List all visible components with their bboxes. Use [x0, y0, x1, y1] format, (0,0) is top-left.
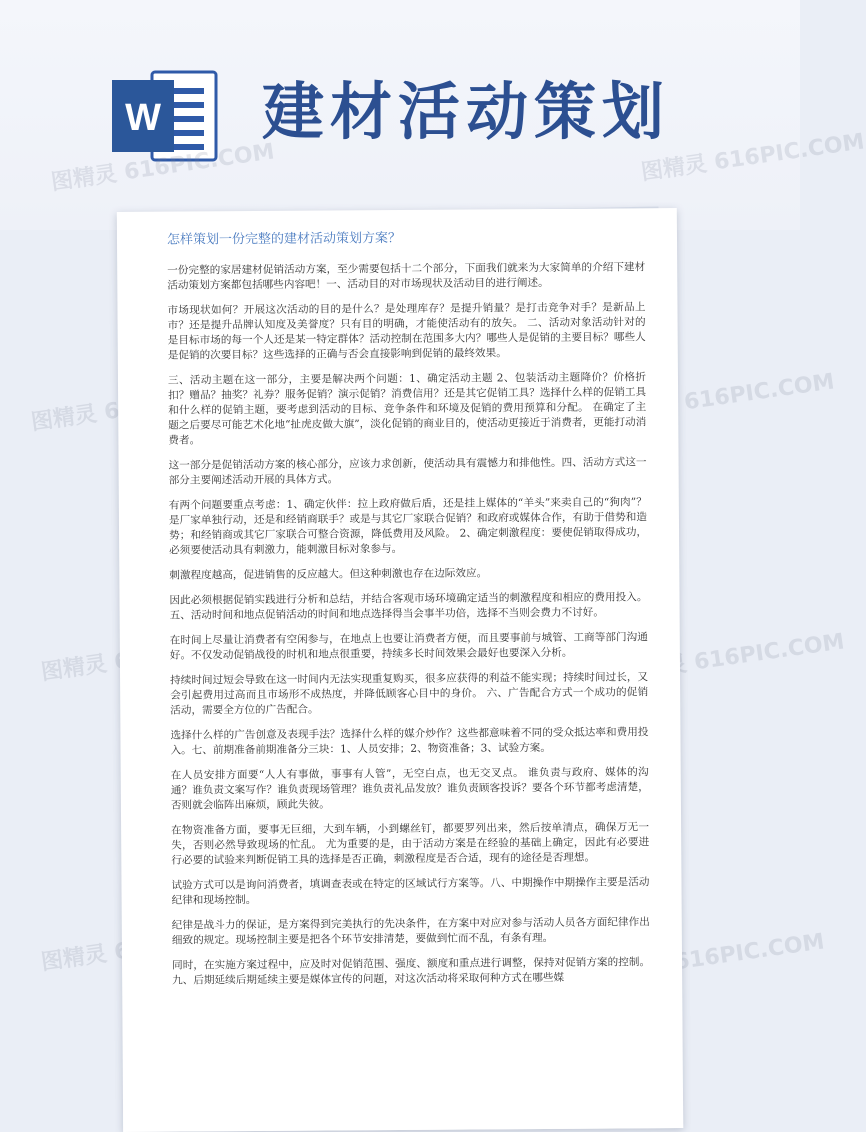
paragraph: 在物资准备方面，要事无巨细，大到车辆，小到螺丝钉，都要罗列出来，然后按单清点，确保万无一失，否则必然导致现场的忙乱。 尤为重要的是，由于活动方案是在经验的基础上确定，因此有必要进行必要的试验来判断促销工具的选择是否正确，刺激程度是否合适，现有的途径是否理想。 [171, 821, 650, 867]
watermark: 图精灵 616PIC.COM [609, 369, 837, 426]
paragraph: 刺激程度越高，促进销售的反应越大。但这种刺激也存在边际效应。 [169, 567, 488, 582]
paragraph: 在人员安排方面要“人人有事做，事事有人管”，无空白点，也无交叉点。 谁负责与政府、媒体的沟通？谁负责文案写作？谁负责现场管理？谁负责礼品发放？谁负责顾客投诉？要各个环节都考虑清楚，否则就会临阵出麻烦，顾此失彼。 [170, 766, 649, 812]
document-body [167, 228, 650, 998]
banner-title: 建材活动策划 [262, 75, 671, 148]
paragraph: 因此必须根据促销实践进行分析和总结，并结合客观市场环境确定适当的刺激程度和相应的费用投入。五、活动时间和地点促销活动的时间和地点选择得当会事半功倍，选择不当则会费力不讨好。 [169, 591, 648, 622]
watermark: 图精灵 [29, 401, 99, 436]
paragraph: 市场现状如何？开展这次活动的目的是什么？是处理库存？是提升销量？是打击竞争对手？是新品上市？还是提升品牌认知度及美誉度？只有目的明确，才能使活动有的放矢。 二、活动对象活动针对的是目标市场的每一个人还是某一特定群体？活动控制在范围多大内？哪些人是促销的主要目标？哪些人是促销的次要目标？这些选择的正确与否会直接影响到促销的最终效果。 [167, 301, 646, 362]
watermark: 图精灵 616PIC.COM [619, 629, 847, 686]
paragraph: 一份完整的家居建材促销活动方案，至少需要包括十二个部分，下面我们就来为大家简单的介绍下建材活动策划方案都包括哪些内容吧！一、活动目的对市场现状及活动目的进行阐述。 [167, 261, 646, 292]
watermark: 图精灵 616PIC.COM [599, 929, 827, 986]
document-page [117, 208, 683, 1132]
paragraph: 这一部分是促销活动方案的核心部分，应该力求创新，使活动具有震憾力和排他性。四、活动方式这一部分主要阐述活动开展的具体方式。 [168, 456, 647, 487]
word-doc-icon [112, 66, 222, 166]
watermark: 图精灵 [39, 651, 109, 686]
paragraph: 同时，在实施方案过程中，应及时对促销范围、强度、额度和重点进行调整，保持对促销方案的控制。 九、后期延续后期延续主要是媒体宣传的问题，对这次活动将采取何种方式在哪些媒 [172, 956, 651, 987]
paragraph: 试验方式可以是询问消费者，填调查表或在特定的区域试行方案等。八、中期操作中期操作主要是活动纪律和现场控制。 [171, 876, 650, 907]
svg-text:W: W [125, 97, 161, 139]
paragraph: 有两个问题要重点考虑：1、确定伙伴：拉上政府做后盾，还是挂上媒体的“羊头”来卖自己的“狗肉”？是厂家单独行动，还是和经销商联手？或是与其它厂家联合促销？和政府或媒体合作，有助于借势和造势；和经销商或其它厂家联合可整合资源，降低费用及风险。 2、确定刺激程度：要使促销取得成功，必须要使活动具有刺激力，能刺激目标对象参与。 [168, 496, 648, 557]
paragraph: 纪律是战斗力的保证，是方案得到完美执行的先决条件，在方案中对应对参与活动人员各方面纪律作出细致的规定。现场控制主要是把各个环节安排清楚，要做到忙而不乱，有条有理。 [171, 916, 650, 947]
paragraph: 持续时间过短会导致在这一时间内无法实现重复购买，很多应获得的利益不能实现；持续时间过长，又会引起费用过高而且市场形不成热度，并降低顾客心目中的身价。 六、广告配合方式一个成功的促销活动，需要全方位的广告配合。 [170, 671, 649, 717]
watermark: 图精灵 [39, 941, 109, 976]
paragraph: 在时间上尽量让消费者有空闲参与，在地点上也要让消费者方便，而且要事前与城管、工商等部门沟通好。不仅发动促销战役的时机和地点很重要，持续多长时间效果会最好也要深入分析。 [169, 631, 648, 662]
paragraph: 三、活动主题在这一部分，主要是解决两个问题：1、确定活动主题 2、包装活动主题降价？价格折扣？赠品？抽奖？礼券？服务促销？演示促销？消费信用？还是其它促销工具？选择什么样的促销工具和什么样的促销主题，要考虑到活动的目标、竞争条件和环境及促销的费用预算和分配。 在确定了主题之后要尽可能艺术化地“扯虎皮做大旗”，淡化促销的商业目的，使活动更接近于消费者，更能打动消费者。 [167, 371, 647, 447]
paragraph: 选择什么样的广告创意及表现手法？选择什么样的媒介炒作？这些都意味着不同的受众抵达率和费用投入。七、前期准备前期准备分三块：1、人员安排；2、物资准备；3、试验方案。 [170, 726, 649, 757]
document-heading: 怎样策划一份完整的建材活动策划方案？ [166, 230, 402, 248]
page-fade [123, 1068, 683, 1132]
